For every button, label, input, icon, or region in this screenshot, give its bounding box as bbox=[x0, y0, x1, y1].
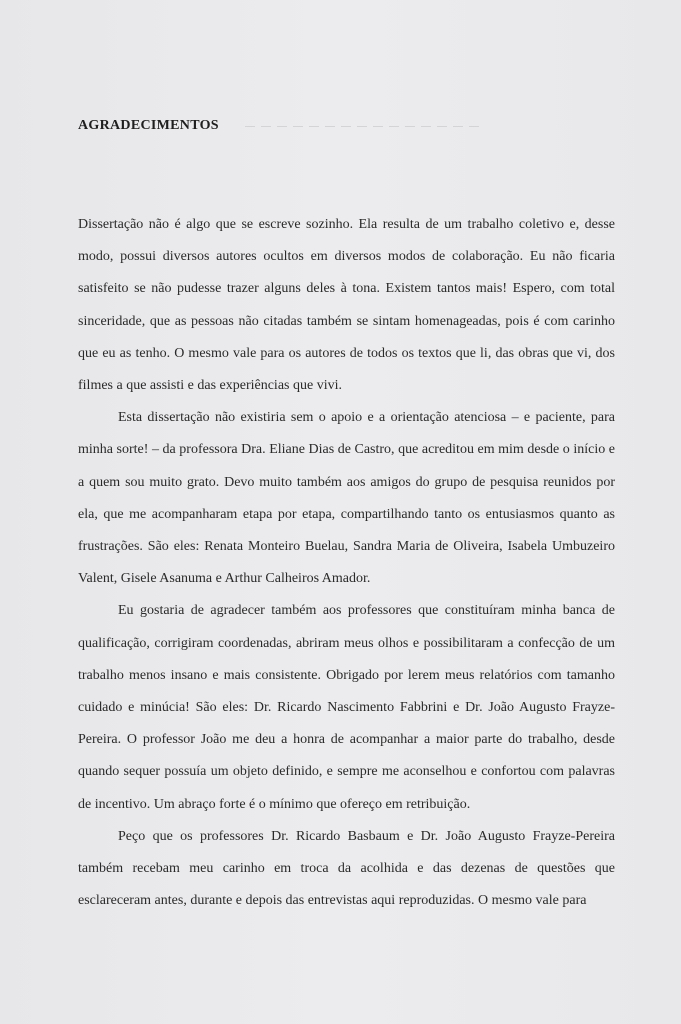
paragraph-1: Dissertação não é algo que se escreve sozinho. Ela resulta de um trabalho coletivo e, desse modo, possui diversos autores ocultos em diversos modos de colaboração. Eu não ficaria satisfeito se não pudesse trazer alguns deles à tona. Existem tantos mais! Espero, com total sinceridade, que as pessoas não citadas também se sintam homenageadas, pois é com carinho que eu as tenho. O mesmo vale para os autores de todos os textos que li, das obras que vi, dos filmes a que assisti e das experiências que vivi. bbox=[78, 217, 615, 394]
page-heading: AGRADECIMENTOS bbox=[78, 118, 219, 133]
body-text bbox=[78, 209, 615, 917]
heading-row bbox=[78, 118, 485, 134]
paragraph-4: Peço que os professores Dr. Ricardo Basbaum e Dr. João Augusto Frayze-Pereira também recebam meu carinho em troca da acolhida e das dezenas de questões que esclareceram antes, durante e depois das entrevistas aqui reproduzidas. O mesmo vale para bbox=[78, 828, 615, 909]
paragraph-3: Eu gostaria de agradecer também aos professores que constituíram minha banca de qualificação, corrigiram coordenadas, abriram meus olhos e possibilitaram a confecção de um trabalho menos insano e mais consistente. Obrigado por lerem meus relatórios com tamanho cuidado e minúcia! São eles: Dr. Ricardo Nascimento Fabbrini e Dr. João Augusto Frayze-Pereira. O professor João me deu a honra de acompanhar a maior parte do trabalho, desde quando sequer possuía um objeto definido, e sempre me aconselhou e confortou com palavras de incentivo. Um abraço forte é o mínimo que ofereço em retribuição. bbox=[78, 603, 615, 812]
show-through-line bbox=[245, 126, 485, 127]
paragraph-2: Esta dissertação não existiria sem o apoio e a orientação atenciosa – e paciente, para minha sorte! – da professora Dra. Eliane Dias de Castro, que acreditou em mim desde o início e a quem sou muito grato. Devo muito também aos amigos do grupo de pesquisa reunidos por ela, que me acompanharam etapa por etapa, compartilhando tanto os entusiasmos quanto as frustrações. São eles: Renata Monteiro Buelau, Sandra Maria de Oliveira, Isabela Umbuzeiro Valent, Gisele Asanuma e Arthur Calheiros Amador. bbox=[78, 410, 615, 587]
